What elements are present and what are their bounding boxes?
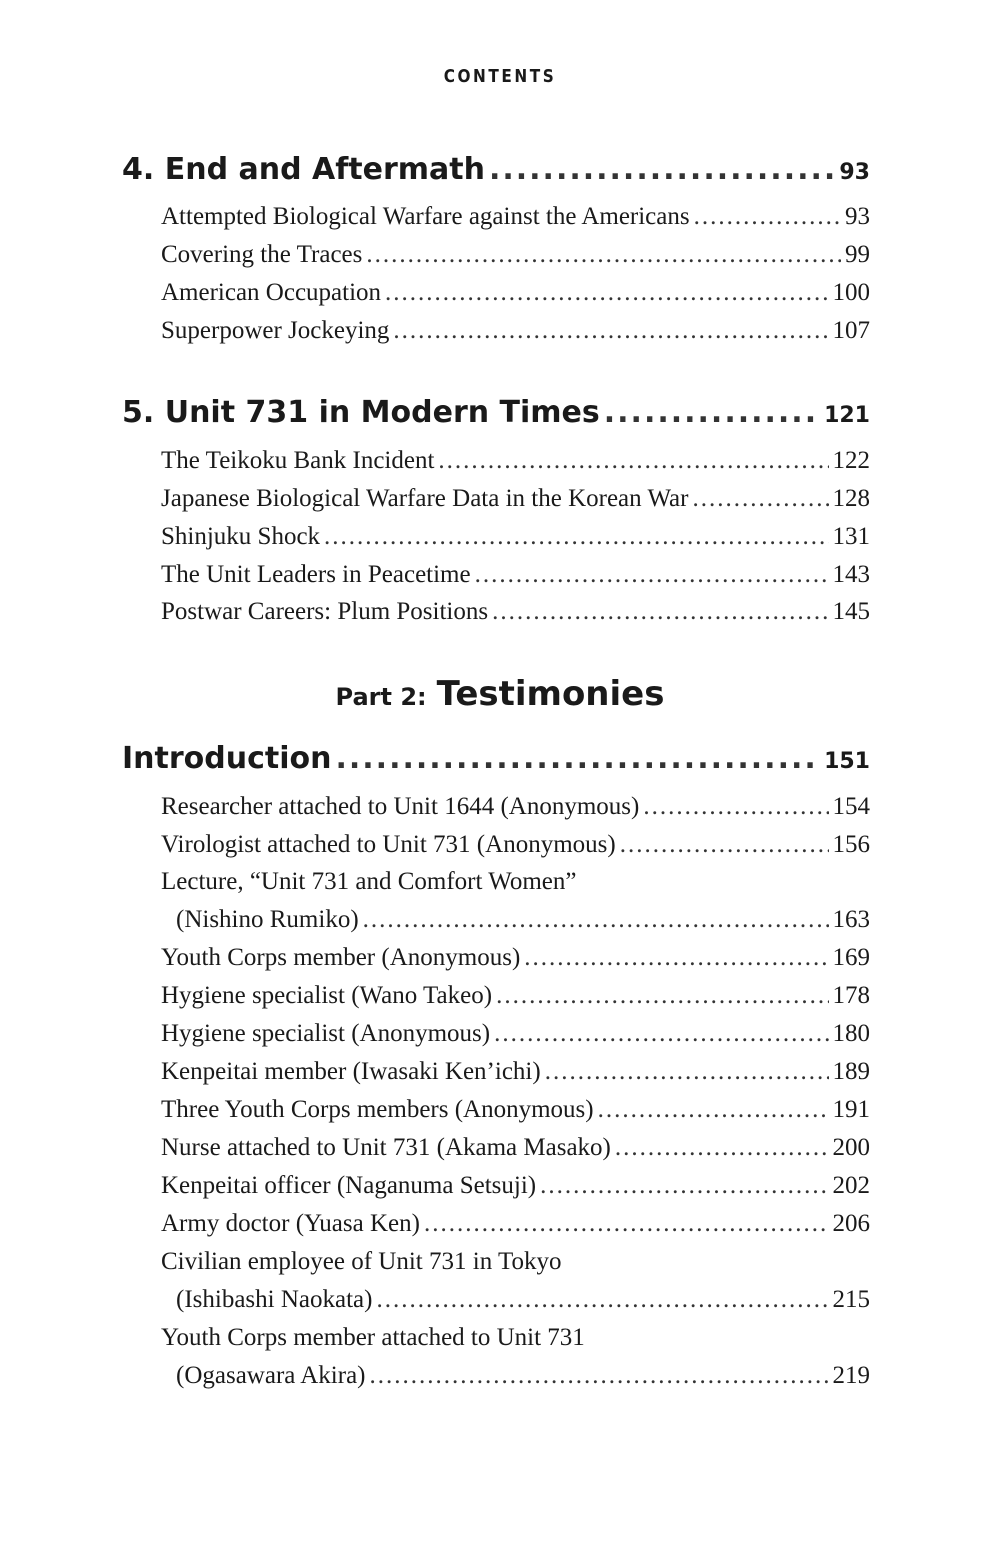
page-number: 200 <box>832 1134 870 1161</box>
page-number: 180 <box>832 1020 870 1047</box>
toc-entry[interactable] <box>161 203 870 231</box>
part-number: Part 2: <box>335 683 427 711</box>
dot-leader <box>438 447 828 475</box>
page-number: 121 <box>824 403 870 428</box>
page-number: 122 <box>832 447 870 474</box>
entry-title: Hygiene specialist (Anonymous) <box>161 1020 491 1047</box>
entry-title-continuation: (Nishino Rumiko) <box>176 906 359 933</box>
dot-leader <box>335 741 820 776</box>
toc-entry[interactable] <box>161 485 870 513</box>
dot-leader <box>540 1172 828 1200</box>
page-number: 107 <box>832 317 870 344</box>
page-number: 178 <box>832 982 870 1009</box>
dot-leader <box>494 1020 828 1048</box>
page-number: 202 <box>832 1172 870 1199</box>
entry-title: Postwar Careers: Plum Positions <box>161 598 489 625</box>
page-number: 169 <box>832 944 870 971</box>
dot-leader <box>545 1058 829 1086</box>
running-head: CONTENTS <box>443 66 557 87</box>
entry-title: Youth Corps member (Anonymous) <box>161 944 521 971</box>
toc-entry[interactable] <box>161 944 870 972</box>
page-number: 206 <box>832 1210 870 1237</box>
page-number: 100 <box>832 279 870 306</box>
toc-entry[interactable] <box>161 1020 870 1048</box>
page-number: 99 <box>845 241 870 268</box>
page-number: 189 <box>832 1058 870 1085</box>
entry-title-continuation: (Ogasawara Akira) <box>176 1362 366 1389</box>
toc-entry[interactable] <box>161 1172 870 1200</box>
page-number: 93 <box>845 203 870 230</box>
entry-title: Attempted Biological Warfare against the Americans <box>161 203 690 230</box>
dot-leader <box>385 279 828 307</box>
dot-leader <box>492 598 828 626</box>
dot-leader <box>496 982 828 1010</box>
toc-entry[interactable] <box>161 561 870 589</box>
page-number: 151 <box>824 749 870 774</box>
dot-leader <box>524 944 828 972</box>
toc-entry[interactable] <box>161 1096 870 1124</box>
toc-entry[interactable] <box>161 447 870 475</box>
dot-leader <box>643 793 828 821</box>
page-number: 145 <box>832 598 870 625</box>
dot-leader <box>370 1362 829 1390</box>
entry-title: Kenpeitai member (Iwasaki Ken’ichi) <box>161 1058 541 1085</box>
dot-leader <box>424 1210 829 1238</box>
entry-title: Nurse attached to Unit 731 (Akama Masako) <box>161 1134 611 1161</box>
dot-leader <box>598 1096 829 1124</box>
toc-entry[interactable] <box>161 523 870 551</box>
toc-entry[interactable] <box>161 317 870 345</box>
page-number: 156 <box>832 831 870 858</box>
page-number: 93 <box>839 160 870 185</box>
page-number: 215 <box>832 1286 870 1313</box>
entry-title: Kenpeitai officer (Naganuma Setsuji) <box>161 1172 537 1199</box>
toc-entry[interactable] <box>161 241 870 269</box>
dot-leader <box>393 317 828 345</box>
page-number: 154 <box>832 793 870 820</box>
toc-entry[interactable] <box>161 279 870 307</box>
toc-entry[interactable] <box>161 831 870 859</box>
page-number: 191 <box>832 1096 870 1123</box>
toc-chapter-5[interactable] <box>122 395 870 430</box>
chapter-title: 4. End and Aftermath <box>122 152 485 187</box>
dot-leader <box>615 1134 829 1162</box>
toc-entry[interactable] <box>176 1362 870 1390</box>
entry-title-continuation: (Ishibashi Naokata) <box>176 1286 373 1313</box>
entry-title: Researcher attached to Unit 1644 (Anonymous) <box>161 793 640 820</box>
entry-title-line-1[interactable]: Youth Corps member attached to Unit 731 <box>161 1324 585 1351</box>
part-heading <box>0 674 1000 714</box>
dot-leader <box>363 906 829 934</box>
entry-title-line-1[interactable]: Lecture, “Unit 731 and Comfort Women” <box>161 868 577 895</box>
toc-entry[interactable] <box>161 1058 870 1086</box>
entry-title: The Unit Leaders in Peacetime <box>161 561 471 588</box>
toc-entry[interactable] <box>176 906 870 934</box>
entry-title: Covering the Traces <box>161 241 363 268</box>
toc-entry[interactable] <box>161 598 870 626</box>
page-number: 219 <box>832 1362 870 1389</box>
dot-leader <box>489 152 835 187</box>
entry-title: The Teikoku Bank Incident <box>161 447 435 474</box>
dot-leader <box>694 203 841 231</box>
entry-title: Hygiene specialist (Wano Takeo) <box>161 982 493 1009</box>
entry-title: Superpower Jockeying <box>161 317 390 344</box>
toc-entry[interactable] <box>161 1210 870 1238</box>
entry-title: Japanese Biological Warfare Data in the Korean War <box>161 485 689 512</box>
dot-leader <box>620 831 829 859</box>
entry-title: American Occupation <box>161 279 382 306</box>
dot-leader <box>324 523 828 551</box>
toc-entry[interactable] <box>161 982 870 1010</box>
chapter-title: Introduction <box>122 741 332 776</box>
dot-leader <box>604 395 820 430</box>
page-number: 128 <box>832 485 870 512</box>
entry-title-line-1[interactable]: Civilian employee of Unit 731 in Tokyo <box>161 1248 562 1275</box>
page-number: 143 <box>832 561 870 588</box>
chapter-title: 5. Unit 731 in Modern Times <box>122 395 600 430</box>
page-number: 163 <box>832 906 870 933</box>
toc-chapter-4[interactable] <box>122 152 870 187</box>
entry-title: Virologist attached to Unit 731 (Anonymous) <box>161 831 616 858</box>
toc-introduction[interactable] <box>122 741 870 776</box>
dot-leader <box>692 485 828 513</box>
dot-leader <box>475 561 829 589</box>
entry-title: Three Youth Corps members (Anonymous) <box>161 1096 594 1123</box>
page-number: 131 <box>832 523 870 550</box>
toc-entry[interactable] <box>161 793 870 821</box>
dot-leader <box>376 1286 828 1314</box>
entry-title: Army doctor (Yuasa Ken) <box>161 1210 420 1237</box>
toc-entry[interactable] <box>176 1286 870 1314</box>
entry-title: Shinjuku Shock <box>161 523 321 550</box>
dot-leader <box>366 241 841 269</box>
toc-entry[interactable] <box>161 1134 870 1162</box>
part-title: Testimonies <box>436 674 665 714</box>
